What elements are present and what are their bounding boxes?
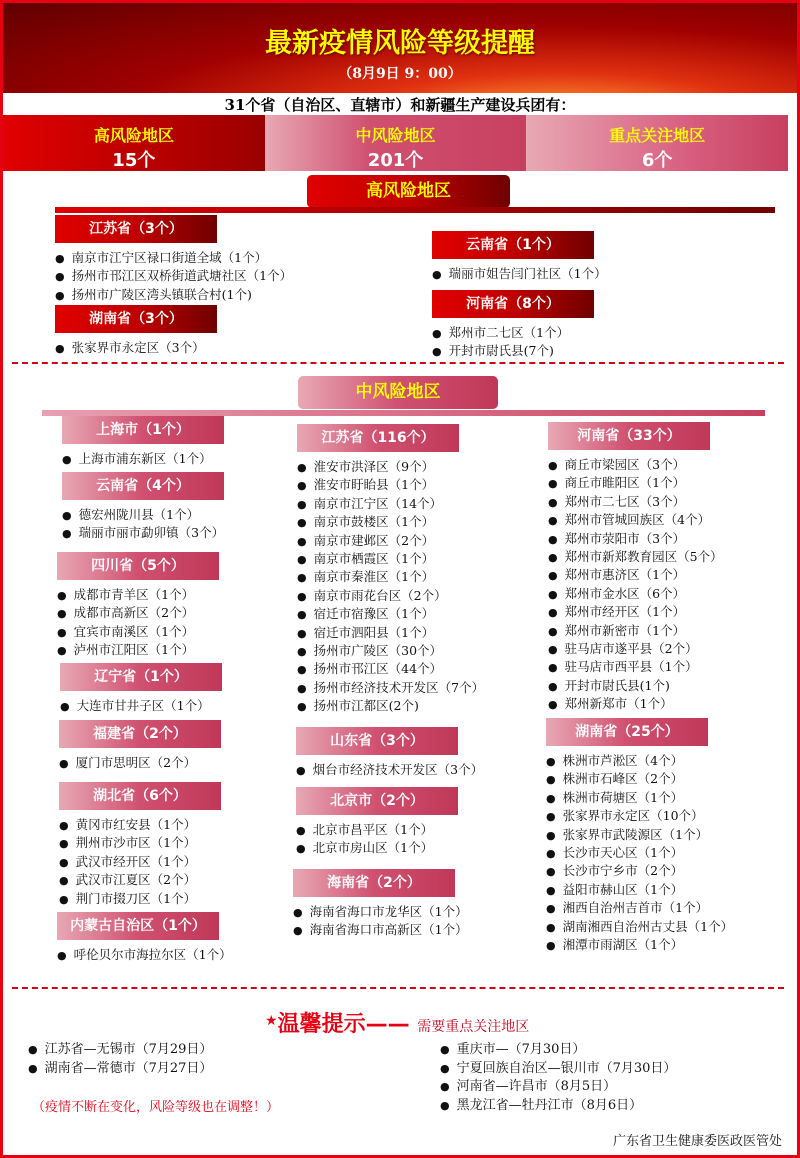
area-list <box>59 754 221 772</box>
province-header: 福建省（2个） <box>59 720 221 748</box>
summary-label: 中风险地区 <box>355 126 436 145</box>
area-item: ● 郑州市经开区（1个） <box>548 603 723 621</box>
area-list <box>293 903 468 940</box>
area-item: ● 武汉市经开区（1个） <box>59 853 221 871</box>
area-item: ● 张家界市武陵源区（1个） <box>546 826 733 844</box>
area-item: ● 扬州市经济技术开发区（7个） <box>297 679 484 697</box>
area-item: ● 瑞丽市丽市勐卯镇（3个） <box>62 524 224 542</box>
area-item: ● 郑州新郑市（1个） <box>548 695 723 713</box>
area-item: ● 大连市甘井子区（1个） <box>60 697 222 715</box>
province-header: 海南省（2个） <box>293 869 455 897</box>
area-item: ● 海南省海口市龙华区（1个） <box>293 903 468 921</box>
province-group <box>59 720 221 772</box>
province-header: 山东省（3个） <box>296 727 458 755</box>
tip-item: ● 湖南省—常德市（7月27日） <box>28 1060 212 1079</box>
area-item: ● 扬州市江都区(2个) <box>297 697 484 715</box>
section-divider <box>12 362 784 364</box>
area-item: ● 成都市高新区（2个） <box>57 604 219 622</box>
tips-title: 温馨提示—— <box>277 1012 410 1037</box>
province-header: 四川省（5个） <box>57 552 219 580</box>
province-header: 河南省（8个） <box>432 290 594 318</box>
area-list <box>62 506 224 543</box>
area-item: ● 南京市鼓楼区（1个） <box>297 513 484 531</box>
area-item: ● 开封市尉氏县(7个) <box>432 342 594 360</box>
province-header: 湖南省（25个） <box>546 718 708 746</box>
area-item: ● 湘潭市雨湖区（1个） <box>546 936 733 954</box>
area-list <box>62 450 224 468</box>
area-list <box>57 586 219 660</box>
tip-item: ● 重庆市—（7月30日） <box>440 1041 676 1060</box>
star-icon: ★ <box>265 1013 278 1029</box>
province-group <box>432 231 607 283</box>
area-item: ● 郑州市新郑教育园区（5个） <box>548 548 723 566</box>
area-list <box>60 697 222 715</box>
area-item: ● 张家界市永定区（3个） <box>55 339 217 357</box>
area-list <box>59 816 221 908</box>
page-title: 最新疫情风险等级提醒 <box>265 28 535 59</box>
area-item: ● 宿迁市泗阳县（1个） <box>297 624 484 642</box>
province-group <box>297 424 484 715</box>
province-header: 湖北省（6个） <box>59 782 221 810</box>
area-item: ● 驻马店市遂平县（2个） <box>548 640 723 658</box>
province-group <box>62 472 224 543</box>
province-header: 江苏省（3个） <box>55 215 217 243</box>
tips-subtitle: 需要重点关注地区 <box>417 1019 530 1035</box>
province-group <box>548 422 723 713</box>
area-item: ● 长沙市天心区（1个） <box>546 844 733 862</box>
area-item: ● 泸州市江阳区（1个） <box>57 641 219 659</box>
province-group <box>293 869 468 940</box>
area-item: ● 南京市建邺区（2个） <box>297 532 484 550</box>
tips-heading <box>265 1007 529 1038</box>
province-group <box>57 552 219 660</box>
area-item: ● 开封市尉氏县(1个) <box>548 677 723 695</box>
header-banner <box>3 3 797 93</box>
area-item: ● 湖南湘西自治州古丈县（1个） <box>546 918 733 936</box>
area-item: ● 郑州市管城回族区（4个） <box>548 511 723 529</box>
summary-focus <box>526 115 788 171</box>
section-divider <box>12 987 784 989</box>
area-list <box>57 946 232 964</box>
province-group <box>59 782 221 908</box>
summary-intro: 31个省（自治区、直辖市）和新疆生产建设兵团有： <box>224 96 576 114</box>
area-item: ● 株洲市石峰区（2个） <box>546 770 733 788</box>
area-item: ● 郑州市新密市（1个） <box>548 622 723 640</box>
area-item: ● 海南省海口市高新区（1个） <box>293 921 468 939</box>
tip-item: ● 黑龙江省—牡丹江市（8月6日） <box>440 1097 676 1116</box>
area-list <box>548 456 723 713</box>
high-risk-heading: 高风险地区 <box>307 175 510 208</box>
area-item: ● 呼伦贝尔市海拉尔区（1个） <box>57 946 232 964</box>
area-item: ● 扬州市广陵区（30个） <box>297 642 484 660</box>
issuer: 广东省卫生健康委医政医管处 <box>612 1134 782 1149</box>
area-list <box>432 265 607 283</box>
area-item: ● 商丘市睢阳区（1个） <box>548 474 723 492</box>
summary-count: 15个 <box>112 150 156 171</box>
area-item: ● 郑州市二七区（3个） <box>548 493 723 511</box>
area-list <box>297 458 484 715</box>
province-group <box>432 290 594 361</box>
area-item: ● 驻马店市西平县（1个） <box>548 658 723 676</box>
province-header: 辽宁省（1个） <box>60 663 222 691</box>
area-item: ● 张家界市永定区（10个） <box>546 807 733 825</box>
area-item: ● 南京市江宁区禄口街道全域（1个） <box>55 249 292 267</box>
area-item: ● 郑州市金水区（6个） <box>548 585 723 603</box>
area-item: ● 扬州市邗江区（44个） <box>297 660 484 678</box>
area-item: ● 北京市昌平区（1个） <box>296 821 458 839</box>
province-group <box>296 787 458 858</box>
tip-item: ● 河南省—许昌市（8月5日） <box>440 1078 676 1097</box>
area-item: ● 淮安市洪泽区（9个） <box>297 458 484 476</box>
province-header: 江苏省（116个） <box>297 424 459 452</box>
tips-left-list <box>28 1041 212 1078</box>
area-item: ● 淮安市盱眙县（1个） <box>297 476 484 494</box>
area-item: ● 上海市浦东新区（1个） <box>62 450 224 468</box>
tip-item: ● 江苏省—无锡市（7月29日） <box>28 1041 212 1060</box>
province-header: 云南省（1个） <box>432 231 594 259</box>
summary-label: 重点关注地区 <box>609 126 706 145</box>
province-group <box>62 416 224 468</box>
area-item: ● 南京市栖霞区（1个） <box>297 550 484 568</box>
area-item: ● 黄冈市红安县（1个） <box>59 816 221 834</box>
province-header: 内蒙古自治区（1个） <box>57 912 219 940</box>
area-list <box>296 821 458 858</box>
update-time: （8月9日 9：00） <box>338 66 462 82</box>
area-item: ● 瑞丽市姐告闫门社区（1个） <box>432 265 607 283</box>
province-group <box>60 663 222 715</box>
area-item: ● 成都市青羊区（1个） <box>57 586 219 604</box>
area-item: ● 北京市房山区（1个） <box>296 839 458 857</box>
area-item: ● 宿迁市宿豫区（1个） <box>297 605 484 623</box>
area-item: ● 武汉市江夏区（2个） <box>59 871 221 889</box>
summary-count: 6个 <box>641 150 673 171</box>
province-group <box>296 727 483 779</box>
area-list <box>546 752 733 954</box>
area-item: ● 德宏州陇川县（1个） <box>62 506 224 524</box>
high-risk-divider <box>55 207 775 213</box>
area-item: ● 扬州市邗江区双桥街道武塘社区（1个） <box>55 267 292 285</box>
adjustment-note: （疫情不断在变化，风险等级也在调整！） <box>32 1100 280 1115</box>
province-header: 北京市（2个） <box>296 787 458 815</box>
province-group <box>55 215 292 304</box>
area-item: ● 郑州市惠济区（1个） <box>548 566 723 584</box>
tip-item: ● 宁夏回族自治区—银川市（7月30日） <box>440 1060 676 1079</box>
summary-label: 高风险地区 <box>93 126 174 145</box>
area-item: ● 长沙市宁乡市（2个） <box>546 862 733 880</box>
area-item: ● 南京市秦淮区（1个） <box>297 568 484 586</box>
area-item: ● 宜宾市南溪区（1个） <box>57 623 219 641</box>
area-item: ● 烟台市经济技术开发区（3个） <box>296 761 483 779</box>
area-list <box>55 339 217 357</box>
area-item: ● 郑州市二七区（1个） <box>432 324 594 342</box>
area-item: ● 株洲市荷塘区（1个） <box>546 789 733 807</box>
area-item: ● 郑州市荥阳市（3个） <box>548 530 723 548</box>
summary-medium <box>265 115 527 171</box>
medium-risk-heading: 中风险地区 <box>298 376 498 409</box>
area-item: ● 扬州市广陵区湾头镇联合村(1个) <box>55 286 292 304</box>
province-header: 河南省（33个） <box>548 422 710 450</box>
area-list <box>55 249 292 304</box>
province-header: 湖南省（3个） <box>55 305 217 333</box>
area-item: ● 株洲市芦淞区（4个） <box>546 752 733 770</box>
province-group <box>55 305 217 357</box>
province-group <box>57 912 232 964</box>
province-header: 上海市（1个） <box>62 416 224 444</box>
summary-high <box>3 115 265 171</box>
summary-count: 201个 <box>367 150 424 171</box>
area-list <box>432 324 594 361</box>
area-list <box>296 761 483 779</box>
area-item: ● 益阳市赫山区（1个） <box>546 881 733 899</box>
area-item: ● 南京市江宁区（14个） <box>297 495 484 513</box>
area-item: ● 湘西自治州吉首市（1个） <box>546 899 733 917</box>
risk-summary <box>3 115 788 171</box>
area-item: ● 荆州市沙市区（1个） <box>59 834 221 852</box>
area-item: ● 荆门市掇刀区（1个） <box>59 890 221 908</box>
tips-right-list <box>440 1041 676 1115</box>
province-header: 云南省（4个） <box>62 472 224 500</box>
area-item: ● 厦门市思明区（2个） <box>59 754 221 772</box>
province-group <box>546 718 733 954</box>
area-item: ● 商丘市梁园区（3个） <box>548 456 723 474</box>
area-item: ● 南京市雨花台区（2个） <box>297 587 484 605</box>
